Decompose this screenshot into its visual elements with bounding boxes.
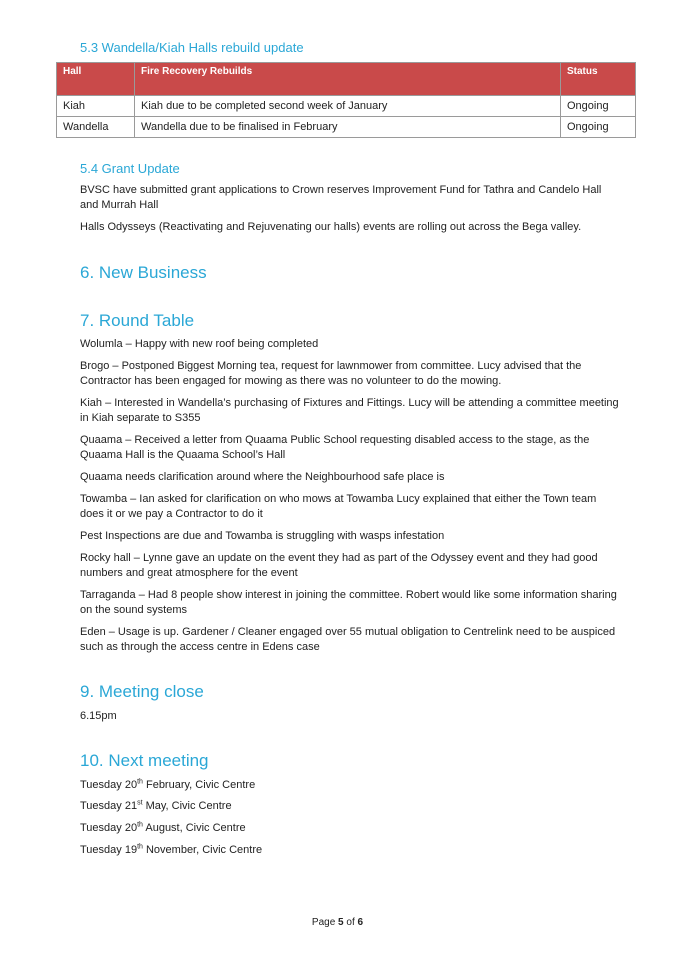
meeting-detail: May, Civic Centre [142,800,232,812]
section-7-heading: 7. Round Table [80,311,195,330]
meeting-close-time: 6.15pm [80,710,117,722]
meeting-detail: August, Civic Centre [142,822,246,834]
round-table-item: Rocky hall – Lynne gave an update on the event they had as part of the Odyssey event and they had good numbers and great atmosphere for the event [80,552,598,579]
meeting-day-suffix: st [137,799,143,807]
cell-hall: Wandella [57,117,135,138]
section-5-4-heading: 5.4 Grant Update [80,161,180,176]
cell-hall: Kiah [57,96,135,117]
table-row [57,117,636,138]
next-meeting-date [80,821,246,836]
round-table-item: Pest Inspections are due and Towamba is struggling with wasps infestation [80,530,445,542]
meeting-day: Tuesday 20 [80,822,138,834]
current-page-number: 5 [338,917,344,928]
header-fire-recovery: Fire Recovery Rebuilds [135,63,561,96]
section-10-heading: 10. Next meeting [80,751,209,770]
meeting-day: Tuesday 21 [80,800,138,812]
cell-status: Ongoing [561,96,636,117]
grant-paragraph-2: Halls Odysseys (Reactivating and Rejuvenating our halls) events are rolling out across the Bega valley. [80,221,582,233]
meeting-detail: November, Civic Centre [142,844,263,856]
table-header-row [57,63,636,96]
meeting-day: Tuesday 20 [80,779,138,791]
round-table-item: Towamba – Ian asked for clarification on who mows at Towamba Lucy explained that either the Town team does it or we pay a Contractor to do it [80,493,597,520]
round-table-item: Kiah – Interested in Wandella’s purchasing of Fixtures and Fittings. Lucy will be attending a committee meeting in Kiah separate to S355 [80,397,619,424]
round-table-item: Quaama – Received a letter from Quaama Public School requesting disabled access to the stage, as the Quaama Hall is the Quaama School’s Hall [80,434,590,461]
meeting-detail: February, Civic Centre [142,779,256,791]
next-meeting-date [80,843,262,858]
header-status: Status [561,63,636,96]
cell-status: Ongoing [561,117,636,138]
hall-rebuild-table [56,62,636,138]
meeting-day-suffix: th [137,821,143,829]
header-hall: Hall [57,63,135,96]
page-of-label: of [343,917,358,928]
meeting-day-suffix: th [137,843,143,851]
round-table-item: Wolumla – Happy with new roof being completed [80,338,319,350]
grant-paragraph-1: BVSC have submitted grant applications to Crown reserves Improvement Fund for Tathra and Candelo Hall and Murrah Hall [80,184,602,211]
cell-rebuild: Kiah due to be completed second week of January [135,96,561,117]
round-table-item: Tarraganda – Had 8 people show interest in joining the committee. Robert would like some information sharing on the sound systems [80,589,617,616]
section-9-heading: 9. Meeting close [80,682,204,701]
meeting-day-suffix: th [137,778,143,786]
table-row [57,96,636,117]
section-6-heading: 6. New Business [80,263,207,282]
meeting-day: Tuesday 19 [80,844,138,856]
next-meeting-date [80,799,232,814]
round-table-item: Brogo – Postponed Biggest Morning tea, request for lawnmower from committee. Lucy advised that the Contractor has been engaged for mowing as there was no volunteer to do the mowing. [80,360,582,387]
page-label: Page [311,917,339,928]
total-pages-number: 6 [357,917,364,928]
round-table-item: Eden – Usage is up. Gardener / Cleaner engaged over 55 mutual obligation to Centrelink need to be auspiced such as through the access centre in Edens case [80,626,616,653]
round-table-item: Quaama needs clarification around where the Neighbourhood safe place is [80,471,445,483]
page-footer [0,917,675,928]
next-meeting-date [80,778,255,793]
cell-rebuild: Wandella due to be finalised in February [135,117,561,138]
section-5-3-heading: 5.3 Wandella/Kiah Halls rebuild update [80,40,304,55]
